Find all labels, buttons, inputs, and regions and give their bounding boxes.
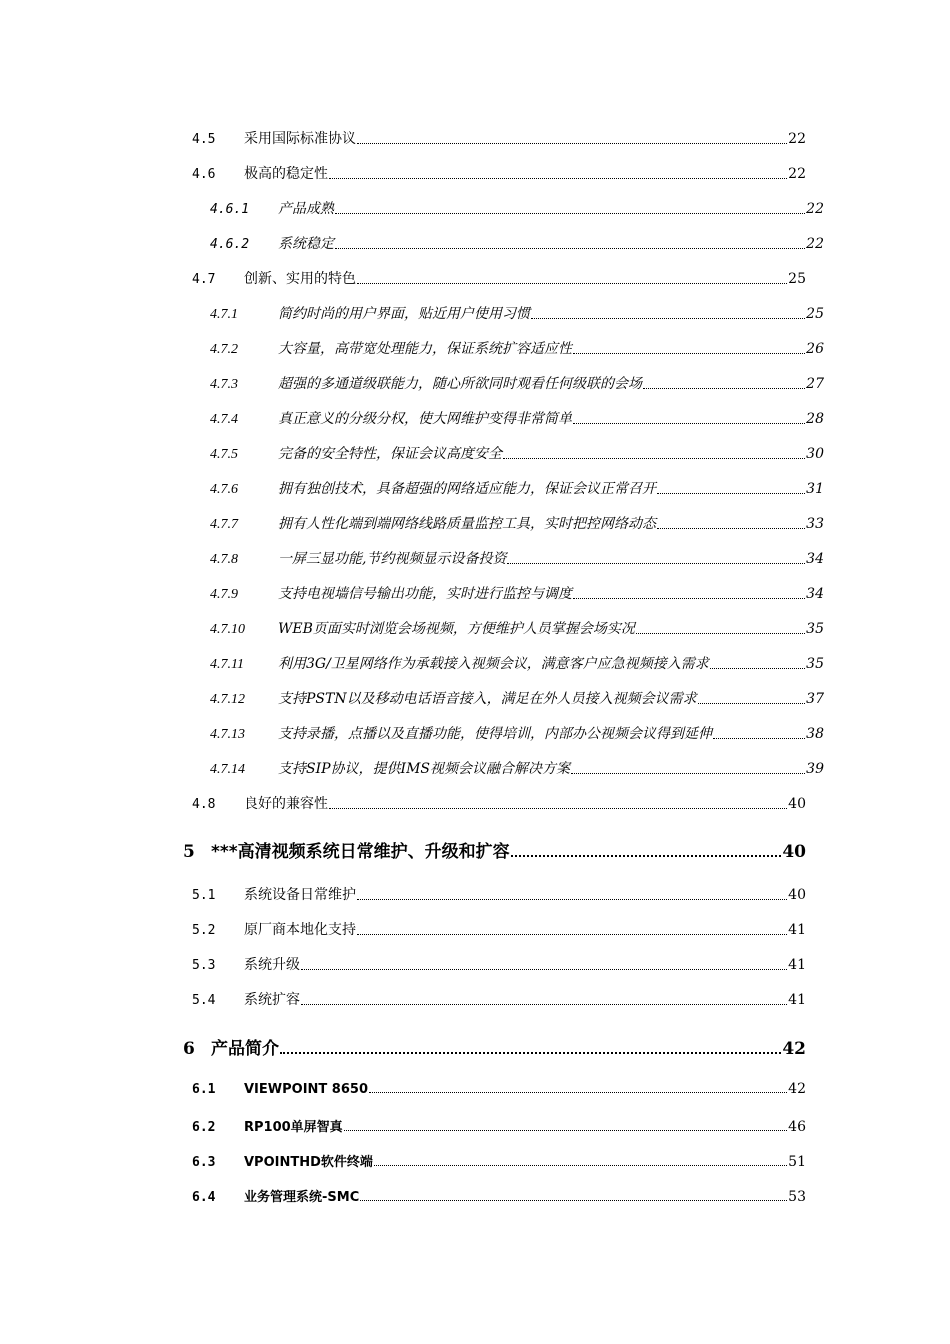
toc-leader (357, 143, 787, 144)
toc-number: 4.7.9 (210, 587, 238, 602)
toc-leader (357, 899, 787, 900)
toc-page-number: 40 (788, 796, 806, 812)
toc-page-number: 27 (806, 376, 824, 392)
toc-entry[interactable] (192, 1081, 806, 1097)
toc-leader (344, 1130, 787, 1131)
toc-page-number: 34 (806, 586, 824, 602)
toc-leader (657, 493, 805, 494)
toc-leader (573, 353, 805, 354)
toc-leader (301, 1004, 787, 1005)
toc-number: 4.7.11 (210, 657, 244, 672)
toc-page-number: 25 (788, 271, 806, 287)
toc-page-number: 22 (788, 166, 806, 182)
toc-leader (374, 1165, 787, 1166)
toc-page-number: 37 (806, 691, 824, 707)
toc-title: 超强的多通道级联能力，随心所欲同时观看任何级联的会场 (278, 376, 642, 392)
toc-leader (571, 773, 805, 774)
toc-chapter-entry[interactable] (183, 837, 806, 862)
toc-number: 4.7.14 (210, 762, 245, 777)
toc-entry[interactable] (210, 618, 824, 638)
toc-chapter-number: 6 (183, 1039, 195, 1059)
toc-page-number: 42 (782, 1039, 806, 1059)
toc-title: 完备的安全特性，保证会议高度安全 (278, 446, 502, 462)
toc-title: 一屏三显功能,节约视频显示设备投资 (278, 551, 507, 567)
toc-title: 业务管理系统-SMC (244, 1190, 360, 1205)
toc-page-number: 40 (788, 887, 806, 903)
toc-page-number: 34 (806, 551, 824, 567)
toc-entry[interactable] (210, 513, 824, 533)
toc-leader (360, 1200, 787, 1201)
toc-entry[interactable] (210, 303, 824, 323)
toc-page-number: 42 (788, 1081, 806, 1097)
toc-chapter-number: 5 (183, 842, 195, 862)
toc-entry[interactable] (210, 478, 824, 498)
toc-title: 系统稳定 (278, 236, 334, 252)
toc-page-number: 38 (806, 726, 824, 742)
toc-number: 4.7.2 (210, 342, 238, 357)
toc-entry[interactable] (210, 338, 824, 358)
toc-leader (643, 388, 805, 389)
toc-leader (369, 1092, 787, 1093)
toc-title: 支持录播，点播以及直播功能，使得培训，内部办公视频会议得到延伸 (278, 726, 712, 742)
toc-title: 极高的稳定性 (244, 166, 328, 182)
toc-page-number: 53 (788, 1189, 806, 1205)
toc-page-number: 35 (806, 621, 824, 637)
toc-page-number: 22 (788, 131, 806, 147)
toc-chapter-title: ***高清视频系统日常维护、升级和扩容 (211, 842, 510, 862)
toc-leader (357, 934, 787, 935)
toc-leader (511, 855, 782, 857)
toc-leader (329, 808, 787, 809)
toc-page-number: 33 (806, 516, 824, 532)
toc-number: 5.2 (192, 923, 216, 938)
toc-leader (507, 563, 805, 564)
toc-number: 4.5 (192, 132, 216, 147)
toc-leader (503, 458, 805, 459)
toc-page-number: 22 (806, 236, 824, 252)
toc-title: 支持PSTN以及移动电话语音接入，满足在外人员接入视频会议需求 (278, 691, 697, 707)
toc-entry[interactable] (192, 1186, 806, 1205)
toc-entry[interactable] (210, 688, 824, 708)
toc-entry[interactable] (192, 128, 806, 148)
toc-page-number: 40 (782, 842, 806, 862)
toc-page-number: 41 (788, 957, 806, 973)
toc-entry[interactable] (210, 723, 824, 743)
toc-number: 4.7.1 (210, 307, 238, 322)
toc-leader (335, 213, 805, 214)
toc-page-number: 26 (806, 341, 824, 357)
toc-entry[interactable] (192, 1151, 806, 1170)
toc-leader (698, 703, 806, 704)
toc-number: 4.7 (192, 272, 216, 287)
toc-title: 拥有人性化端到端网络线路质量监控工具，实时把控网络动态 (278, 516, 656, 532)
toc-number: 4.8 (192, 797, 216, 812)
toc-leader (657, 528, 805, 529)
toc-title: 系统设备日常维护 (244, 887, 356, 903)
toc-number: 4.7.6 (210, 482, 238, 497)
toc-title: 创新、实用的特色 (244, 271, 356, 287)
toc-entry[interactable] (210, 198, 824, 218)
toc-leader (531, 318, 805, 319)
toc-entry[interactable] (192, 954, 806, 974)
toc-number: 4.7.12 (210, 692, 245, 707)
toc-number: 4.7.8 (210, 552, 238, 567)
toc-number: 6.2 (192, 1120, 216, 1135)
toc-leader (573, 598, 805, 599)
toc-page-number: 39 (806, 761, 824, 777)
toc-leader (329, 178, 787, 179)
toc-page-number: 25 (806, 306, 824, 322)
toc-title: 支持SIP协议，提供IMS视频会议融合解决方案 (278, 761, 570, 777)
toc-title: 大容量，高带宽处理能力，保证系统扩容适应性 (278, 341, 572, 357)
toc-number: 4.7.5 (210, 447, 238, 462)
toc-title: 简约时尚的用户界面，贴近用户使用习惯 (278, 306, 530, 322)
toc-page-number: 30 (806, 446, 824, 462)
toc-title: 系统升级 (244, 957, 300, 973)
toc-entry[interactable] (210, 373, 824, 393)
toc-page-number: 28 (806, 411, 824, 427)
toc-leader (636, 633, 805, 634)
toc-page-number: 51 (788, 1154, 806, 1170)
toc-page-number: 41 (788, 922, 806, 938)
toc-page-number: 46 (788, 1119, 806, 1135)
toc-page-number: 41 (788, 992, 806, 1008)
toc-entry[interactable] (210, 408, 824, 428)
toc-title: 采用国际标准协议 (244, 131, 356, 147)
toc-title: 支持电视墙信号输出功能，实时进行监控与调度 (278, 586, 572, 602)
toc-title: 产品成熟 (278, 201, 334, 217)
toc-number: 4.7.10 (210, 622, 245, 637)
toc-page-number: 35 (806, 656, 824, 672)
toc-title: WEB页面实时浏览会场视频，方便维护人员掌握会场实况 (278, 621, 635, 637)
toc-title: RP100单屏智真 (244, 1120, 343, 1135)
toc-leader (357, 283, 787, 284)
toc-entry[interactable] (210, 758, 824, 778)
toc-number: 6.1 (192, 1082, 216, 1097)
toc-page-number: 31 (806, 481, 824, 497)
toc-leader (713, 738, 805, 739)
toc-entry[interactable] (192, 989, 806, 1009)
toc-number: 5.1 (192, 888, 216, 903)
toc-leader (335, 248, 805, 249)
toc-title: 真正意义的分级分权，使大网维护变得非常简单 (278, 411, 572, 427)
toc-leader (710, 668, 805, 669)
toc-title: VIEWPOINT 8650 (244, 1082, 368, 1097)
toc-title: VPOINTHD软件终端 (244, 1155, 373, 1170)
toc-title: 良好的兼容性 (244, 796, 328, 812)
toc-number: 4.7.3 (210, 377, 238, 392)
toc-entry[interactable] (210, 443, 824, 463)
toc-title: 拥有独创技术，具备超强的网络适应能力，保证会议正常召开 (278, 481, 656, 497)
toc-entry[interactable] (192, 919, 806, 939)
toc-number: 6.4 (192, 1190, 216, 1205)
toc-entry[interactable] (192, 268, 806, 288)
toc-number: 5.3 (192, 958, 216, 973)
toc-title: 系统扩容 (244, 992, 300, 1008)
toc-entry[interactable] (210, 233, 824, 253)
toc-leader (573, 423, 805, 424)
toc-chapter-title: 产品简介 (211, 1039, 279, 1059)
toc-page-number: 22 (806, 201, 824, 217)
toc-number: 4.7.7 (210, 517, 238, 532)
toc-number: 4.6.1 (210, 202, 250, 217)
toc-leader (301, 969, 787, 970)
toc-number: 4.6.2 (210, 237, 250, 252)
toc-entry[interactable] (192, 1116, 806, 1135)
toc-number: 6.3 (192, 1155, 216, 1170)
toc-number: 5.4 (192, 993, 216, 1008)
toc-leader (280, 1052, 781, 1054)
toc-entry[interactable] (192, 884, 806, 904)
toc-number: 4.6 (192, 167, 216, 182)
toc-chapter-entry[interactable] (183, 1034, 806, 1059)
toc-number: 4.7.13 (210, 727, 245, 742)
toc-entry[interactable] (192, 163, 806, 183)
toc-number: 4.7.4 (210, 412, 238, 427)
toc-entry[interactable] (210, 548, 824, 568)
toc-entry[interactable] (192, 793, 806, 813)
toc-title: 利用3G/卫星网络作为承载接入视频会议，满意客户应急视频接入需求 (278, 656, 709, 672)
toc-entry[interactable] (210, 583, 824, 603)
toc-title: 原厂商本地化支持 (244, 922, 356, 938)
toc-entry[interactable] (210, 653, 824, 673)
